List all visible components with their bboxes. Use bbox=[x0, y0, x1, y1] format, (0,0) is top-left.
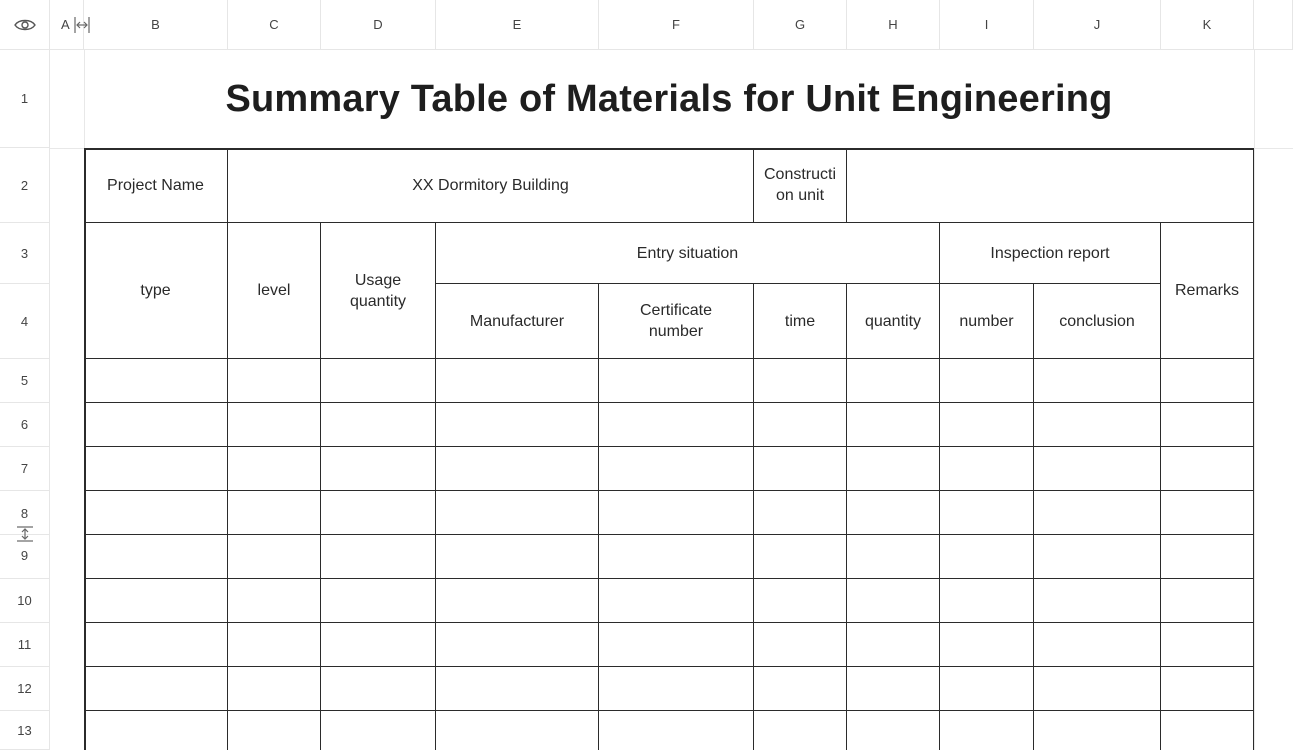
row-header-5[interactable]: 5 bbox=[0, 359, 50, 403]
table-cell[interactable] bbox=[1034, 579, 1161, 623]
sheet-title[interactable]: Summary Table of Materials for Unit Engineering bbox=[225, 77, 1113, 120]
table-cell[interactable] bbox=[940, 359, 1034, 403]
table-cell[interactable] bbox=[1161, 711, 1254, 750]
table-cell[interactable] bbox=[754, 535, 847, 579]
table-cell[interactable] bbox=[847, 711, 940, 750]
header-entry-situation[interactable]: Entry situation bbox=[436, 223, 940, 284]
table-cell[interactable] bbox=[940, 535, 1034, 579]
table-cell[interactable] bbox=[228, 359, 321, 403]
column-header-f[interactable]: F bbox=[599, 0, 754, 50]
table-cell[interactable] bbox=[1034, 623, 1161, 667]
table-cell[interactable] bbox=[1034, 403, 1161, 447]
table-cell[interactable] bbox=[1034, 359, 1161, 403]
table-cell[interactable] bbox=[84, 403, 228, 447]
table-cell[interactable] bbox=[84, 359, 228, 403]
table-cell[interactable] bbox=[1161, 667, 1254, 711]
table-cell[interactable] bbox=[321, 579, 436, 623]
table-cell[interactable] bbox=[436, 667, 599, 711]
table-cell[interactable] bbox=[599, 711, 754, 750]
column-header-j[interactable]: J bbox=[1034, 0, 1161, 50]
table-cell[interactable] bbox=[599, 491, 754, 535]
column-header-empty[interactable] bbox=[1254, 0, 1293, 50]
header-number[interactable]: number bbox=[940, 284, 1034, 359]
table-cell[interactable] bbox=[847, 403, 940, 447]
table-cell[interactable] bbox=[940, 711, 1034, 750]
table-cell[interactable] bbox=[847, 447, 940, 491]
table-cell[interactable] bbox=[436, 623, 599, 667]
table-cell[interactable] bbox=[754, 667, 847, 711]
table-cell[interactable] bbox=[321, 359, 436, 403]
row-resize-icon[interactable] bbox=[15, 524, 35, 544]
table-cell[interactable] bbox=[1034, 667, 1161, 711]
row-header-1[interactable]: 1 bbox=[0, 50, 50, 148]
project-name-label-cell[interactable]: Project Name bbox=[84, 148, 228, 223]
row-header-6[interactable]: 6 bbox=[0, 403, 50, 447]
row-header-11[interactable]: 11 bbox=[0, 623, 50, 667]
header-level[interactable]: level bbox=[228, 223, 321, 359]
table-cell[interactable] bbox=[84, 447, 228, 491]
table-cell[interactable] bbox=[599, 667, 754, 711]
table-cell[interactable] bbox=[436, 403, 599, 447]
column-header-e[interactable]: E bbox=[436, 0, 599, 50]
table-cell[interactable] bbox=[1034, 447, 1161, 491]
table-cell[interactable] bbox=[228, 535, 321, 579]
header-remarks[interactable]: Remarks bbox=[1161, 223, 1254, 359]
table-cell[interactable] bbox=[940, 491, 1034, 535]
header-quantity[interactable]: quantity bbox=[847, 284, 940, 359]
column-header-k[interactable]: K bbox=[1161, 0, 1254, 50]
table-cell[interactable] bbox=[321, 447, 436, 491]
construction-unit-label-cell[interactable]: Constructi on unit bbox=[754, 148, 847, 223]
table-cell[interactable] bbox=[847, 535, 940, 579]
table-cell[interactable] bbox=[321, 623, 436, 667]
table-cell[interactable] bbox=[436, 579, 599, 623]
table-cell[interactable] bbox=[228, 667, 321, 711]
table-cell[interactable] bbox=[847, 491, 940, 535]
table-cell[interactable] bbox=[754, 623, 847, 667]
table-cell[interactable] bbox=[754, 359, 847, 403]
table-cell[interactable] bbox=[84, 491, 228, 535]
column-header-g[interactable]: G bbox=[754, 0, 847, 50]
table-cell[interactable] bbox=[321, 403, 436, 447]
table-cell[interactable] bbox=[1161, 491, 1254, 535]
table-cell[interactable] bbox=[1034, 711, 1161, 750]
column-header-c[interactable]: C bbox=[228, 0, 321, 50]
construction-unit-value-cell[interactable] bbox=[847, 148, 1254, 223]
column-resize-icon[interactable] bbox=[72, 15, 92, 35]
table-cell[interactable] bbox=[599, 535, 754, 579]
table-cell[interactable] bbox=[228, 579, 321, 623]
table-cell[interactable] bbox=[84, 579, 228, 623]
table-cell[interactable] bbox=[940, 579, 1034, 623]
table-cell[interactable] bbox=[599, 403, 754, 447]
table-cell[interactable] bbox=[84, 667, 228, 711]
row-header-12[interactable]: 12 bbox=[0, 667, 50, 711]
table-cell[interactable] bbox=[321, 535, 436, 579]
table-cell[interactable] bbox=[84, 535, 228, 579]
header-usage-quantity[interactable]: Usage quantity bbox=[321, 223, 436, 359]
table-cell[interactable] bbox=[847, 667, 940, 711]
gridline bbox=[1254, 50, 1255, 750]
table-cell[interactable] bbox=[754, 711, 847, 750]
row-header-3[interactable]: 3 bbox=[0, 223, 50, 284]
table-cell[interactable] bbox=[1034, 491, 1161, 535]
table-cell[interactable] bbox=[321, 491, 436, 535]
table-cell[interactable] bbox=[84, 711, 228, 750]
header-type[interactable]: type bbox=[84, 223, 228, 359]
table-cell[interactable] bbox=[1161, 359, 1254, 403]
row-header-10[interactable]: 10 bbox=[0, 579, 50, 623]
header-certificate-number[interactable]: Certificate number bbox=[599, 284, 754, 359]
table-cell[interactable] bbox=[940, 403, 1034, 447]
table-cell[interactable] bbox=[1161, 403, 1254, 447]
table-cell[interactable] bbox=[599, 623, 754, 667]
table-cell[interactable] bbox=[599, 359, 754, 403]
table-cell[interactable] bbox=[599, 579, 754, 623]
table-cell[interactable] bbox=[847, 623, 940, 667]
table-cell[interactable] bbox=[228, 623, 321, 667]
row-header-2[interactable]: 2 bbox=[0, 148, 50, 223]
table-cell[interactable] bbox=[940, 623, 1034, 667]
column-header-b[interactable]: B bbox=[84, 0, 228, 50]
row-header-7[interactable]: 7 bbox=[0, 447, 50, 491]
table-cell[interactable] bbox=[754, 579, 847, 623]
table-cell[interactable] bbox=[436, 711, 599, 750]
header-conclusion[interactable]: conclusion bbox=[1034, 284, 1161, 359]
table-cell[interactable] bbox=[1161, 579, 1254, 623]
column-header-i[interactable]: I bbox=[940, 0, 1034, 50]
table-cell[interactable] bbox=[228, 403, 321, 447]
column-header-a[interactable]: A bbox=[50, 0, 84, 50]
table-cell[interactable] bbox=[228, 711, 321, 750]
table-cell[interactable] bbox=[436, 491, 599, 535]
table-cell[interactable] bbox=[754, 447, 847, 491]
table-cell[interactable] bbox=[940, 667, 1034, 711]
project-name-value-cell[interactable]: XX Dormitory Building bbox=[228, 148, 754, 223]
row-header-8[interactable]: 8 bbox=[0, 491, 50, 535]
eye-icon[interactable] bbox=[14, 18, 36, 32]
table-cell[interactable] bbox=[84, 623, 228, 667]
header-inspection-report[interactable]: Inspection report bbox=[940, 223, 1161, 284]
table-cell[interactable] bbox=[1034, 535, 1161, 579]
table-cell[interactable] bbox=[599, 447, 754, 491]
table-cell[interactable] bbox=[436, 447, 599, 491]
table-cell[interactable] bbox=[1161, 535, 1254, 579]
table-cell[interactable] bbox=[228, 491, 321, 535]
table-cell[interactable] bbox=[436, 535, 599, 579]
header-time[interactable]: time bbox=[754, 284, 847, 359]
table-cell[interactable] bbox=[940, 447, 1034, 491]
select-all-corner[interactable] bbox=[0, 0, 50, 50]
column-header-h[interactable]: H bbox=[847, 0, 940, 50]
table-cell[interactable] bbox=[321, 711, 436, 750]
row-header-4[interactable]: 4 bbox=[0, 284, 50, 359]
column-header-d[interactable]: D bbox=[321, 0, 436, 50]
table-cell[interactable] bbox=[1161, 623, 1254, 667]
table-cell[interactable] bbox=[321, 667, 436, 711]
table-cell[interactable] bbox=[754, 403, 847, 447]
header-manufacturer[interactable]: Manufacturer bbox=[436, 284, 599, 359]
table-cell[interactable] bbox=[1161, 447, 1254, 491]
table-cell[interactable] bbox=[847, 579, 940, 623]
table-cell[interactable] bbox=[754, 491, 847, 535]
row-header-13[interactable]: 13 bbox=[0, 711, 50, 750]
table-cell[interactable] bbox=[436, 359, 599, 403]
table-cell[interactable] bbox=[847, 359, 940, 403]
row-header-9[interactable]: 9 bbox=[0, 535, 50, 579]
table-cell[interactable] bbox=[228, 447, 321, 491]
